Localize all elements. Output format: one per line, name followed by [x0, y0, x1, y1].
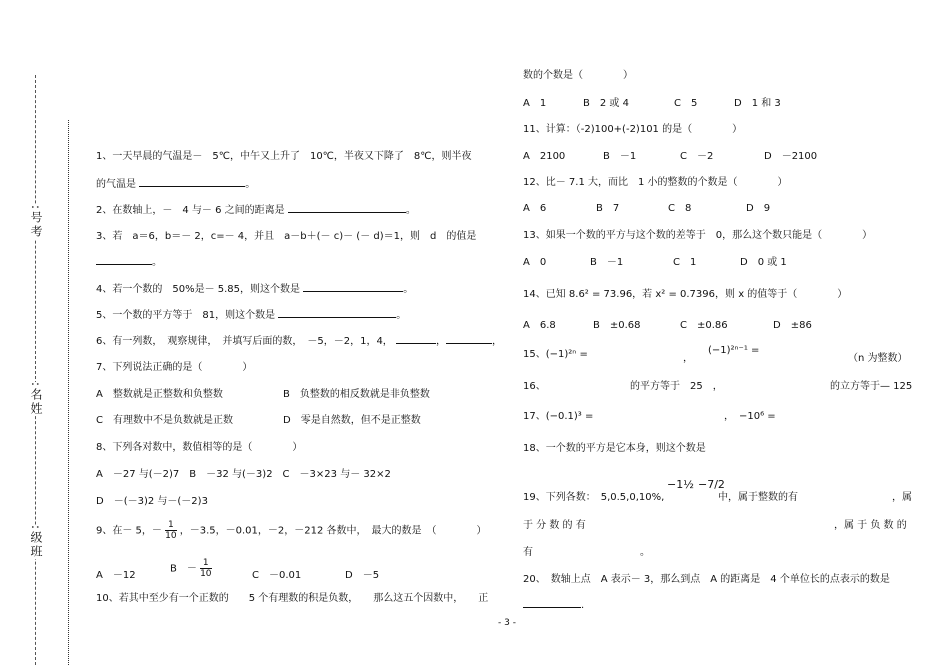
- question-4-text: 4、若一个数的 50%是－ 5.85，则这个数是: [96, 284, 301, 295]
- question-11-option-d[interactable]: D －2100: [764, 151, 818, 162]
- question-11-option-b[interactable]: B －1: [603, 151, 637, 162]
- question-16-square: 的平方等于 25 ，: [630, 381, 723, 392]
- question-13: 13、如果一个数的平方与这个数的差等于 0，那么这个数只能是（ ）: [523, 230, 873, 241]
- answer-blank-1[interactable]: [139, 176, 245, 187]
- question-10: 10、若其中至少有一个正数的 5 个有理数的积是负数， 那么这五个因数中， 正: [96, 593, 489, 604]
- answer-blank-6b[interactable]: [446, 333, 492, 344]
- question-15-comma: ，: [683, 353, 693, 364]
- question-15-part-a: 15、(−1)²ⁿ =: [523, 349, 588, 360]
- question-8: 8、下列各对数中，数值相等的是（ ）: [96, 442, 303, 453]
- question-1-text: 的气温是: [96, 179, 136, 190]
- question-20-blank-line: .: [523, 597, 584, 611]
- answer-blank-6a[interactable]: [396, 333, 436, 344]
- question-9-text-b: ，－3.5，－0.01，－2，－212 各数中， 最大的数是 （ ）: [179, 525, 487, 537]
- question-10-continued: 数的个数是（ ）: [523, 70, 633, 81]
- question-14-option-a[interactable]: A 6.8: [523, 320, 556, 331]
- page-number: - 3 -: [498, 618, 516, 628]
- sidebar-label-class: :级班: [29, 525, 43, 560]
- question-16-cube: 的立方等于— 125: [830, 381, 913, 392]
- fraction-one-tenth: $\frac{1}{10}$: [165, 520, 177, 541]
- question-9: [96, 520, 487, 541]
- question-10-option-d[interactable]: D 1 和 3: [734, 98, 781, 109]
- question-9-option-c[interactable]: C －0.01: [252, 570, 302, 581]
- question-15-part-b: (−1)²ⁿ⁻¹ =: [708, 345, 760, 356]
- answer-blank-4[interactable]: [303, 281, 403, 292]
- question-7-option-d[interactable]: D 零是自然数，但不是正整数: [283, 415, 421, 426]
- question-5: 5、一个数的平方等于 81，则这个数是 。: [96, 306, 406, 321]
- question-1-line-1: 1、一天早晨的气温是－ 5℃，中午又上升了 10℃，半夜又下降了 8℃，则半夜: [96, 151, 472, 162]
- binding-dot-line: [68, 120, 69, 665]
- question-19-fraction-1: −1½: [667, 478, 694, 491]
- question-4: 4、若一个数的 50%是－ 5.85，则这个数是 。: [96, 280, 413, 295]
- answer-blank-3[interactable]: [96, 254, 152, 265]
- question-7-option-b[interactable]: B 负整数的相反数就是非负整数: [283, 389, 430, 400]
- question-13-option-a[interactable]: A 0: [523, 257, 547, 268]
- sidebar-label-name: :名姓: [29, 382, 43, 417]
- question-13-option-d[interactable]: D 0 或 1: [740, 257, 787, 268]
- question-9-option-d[interactable]: D －5: [345, 570, 380, 581]
- fraction-one-tenth-b: $\frac{1}{10}$: [200, 558, 212, 579]
- question-12-option-d[interactable]: D 9: [746, 203, 771, 214]
- question-7-option-c[interactable]: C 有理数中不是负数就是正数: [96, 415, 233, 426]
- question-14-option-b[interactable]: B ±0.68: [593, 320, 641, 331]
- question-19-negatives: ，属 于 负 数 的: [834, 520, 907, 531]
- question-19-end: 。: [640, 547, 650, 558]
- question-20: 20、 数轴上点 A 表示－ 3，那么到点 A 的距离是 4 个单位长的点表示的数是: [523, 574, 890, 585]
- question-8-options-abc[interactable]: A －27 与(－2)7 B －32 与(－3)2 C －3×23 与－ 32×2: [96, 469, 391, 480]
- question-15-note: （n 为整数）: [848, 353, 908, 364]
- question-6-text: 6、有一列数， 观察规律， 并填写后面的数， －5，－2，1，4，: [96, 336, 393, 347]
- binding-dash-line: [35, 75, 36, 665]
- question-19-belongs: ，属: [892, 492, 912, 503]
- question-19-intro: 19、下列各数： 5,0.5,0,10%,: [523, 492, 665, 503]
- question-2: 2、在数轴上，－ 4 与－ 6 之间的距离是 。: [96, 201, 416, 216]
- question-10-option-c[interactable]: C 5: [674, 98, 698, 109]
- question-11: 11、计算：（-2)100+(-2)101 的是（ ）: [523, 124, 743, 135]
- sidebar-label-exam-no: :号考: [29, 205, 43, 240]
- question-6: 6、有一列数， 观察规律， 并填写后面的数， －5，－2，1，4， ， ，: [96, 332, 502, 347]
- question-14-option-c[interactable]: C ±0.86: [680, 320, 728, 331]
- question-11-option-a[interactable]: A 2100: [523, 151, 566, 162]
- question-18: 18、一个数的平方是它本身，则这个数是: [523, 443, 706, 454]
- question-10-option-a[interactable]: A 1: [523, 98, 547, 109]
- question-3: 3、若 a＝6，b＝－ 2，c=－ 4，并且 a－b＋(－ c)－ (－ d)＝1，则 d 的值是: [96, 231, 477, 242]
- answer-blank-20[interactable]: [523, 597, 581, 608]
- question-17-part-a: 17、(−0.1)³ =: [523, 411, 594, 422]
- answer-blank-2[interactable]: [288, 202, 406, 213]
- question-7: 7、下列说法正确的是（ ）: [96, 362, 253, 373]
- question-14-option-d[interactable]: D ±86: [773, 320, 812, 331]
- question-14: 14、已知 8.6² = 73.96，若 x² = 0.7396，则 x 的值等于（ ）: [523, 289, 848, 300]
- question-19-have: 有: [523, 547, 533, 558]
- question-9-option-b[interactable]: [170, 558, 212, 579]
- question-13-option-b[interactable]: B －1: [590, 257, 624, 268]
- question-5-text: 5、一个数的平方等于 81，则这个数是: [96, 310, 276, 321]
- question-9-option-b-label: B －: [170, 563, 197, 575]
- question-12-option-c[interactable]: C 8: [668, 203, 692, 214]
- answer-blank-5[interactable]: [278, 307, 396, 318]
- question-12: 12、比－ 7.1 大，而比 1 小的整数的个数是（ ）: [523, 177, 788, 188]
- question-19-integers: 中，属于整数的有: [718, 492, 798, 503]
- question-11-option-c[interactable]: C －2: [680, 151, 714, 162]
- question-9-text-a: 9、在－ 5，－: [96, 525, 162, 537]
- question-1-line-2: 的气温是 。: [96, 175, 255, 190]
- question-8-option-d[interactable]: D －(－3)2 与－(－2)3: [96, 496, 208, 507]
- question-2-text: 2、在数轴上，－ 4 与－ 6 之间的距离是: [96, 205, 285, 216]
- question-16-number: 16、: [523, 381, 546, 392]
- question-9-option-a[interactable]: A －12: [96, 570, 136, 581]
- question-19-fractions: 于 分 数 的 有: [523, 520, 586, 531]
- question-13-option-c[interactable]: C 1: [673, 257, 697, 268]
- question-3-blank-line: 。: [96, 253, 162, 268]
- question-12-option-b[interactable]: B 7: [596, 203, 620, 214]
- question-17-part-b: ， −10⁶ =: [724, 411, 776, 422]
- question-10-option-b[interactable]: B 2 或 4: [583, 98, 629, 109]
- question-19-fraction-2: −7/2: [698, 478, 725, 491]
- question-12-option-a[interactable]: A 6: [523, 203, 547, 214]
- question-7-option-a[interactable]: A 整数就是正整数和负整数: [96, 389, 223, 400]
